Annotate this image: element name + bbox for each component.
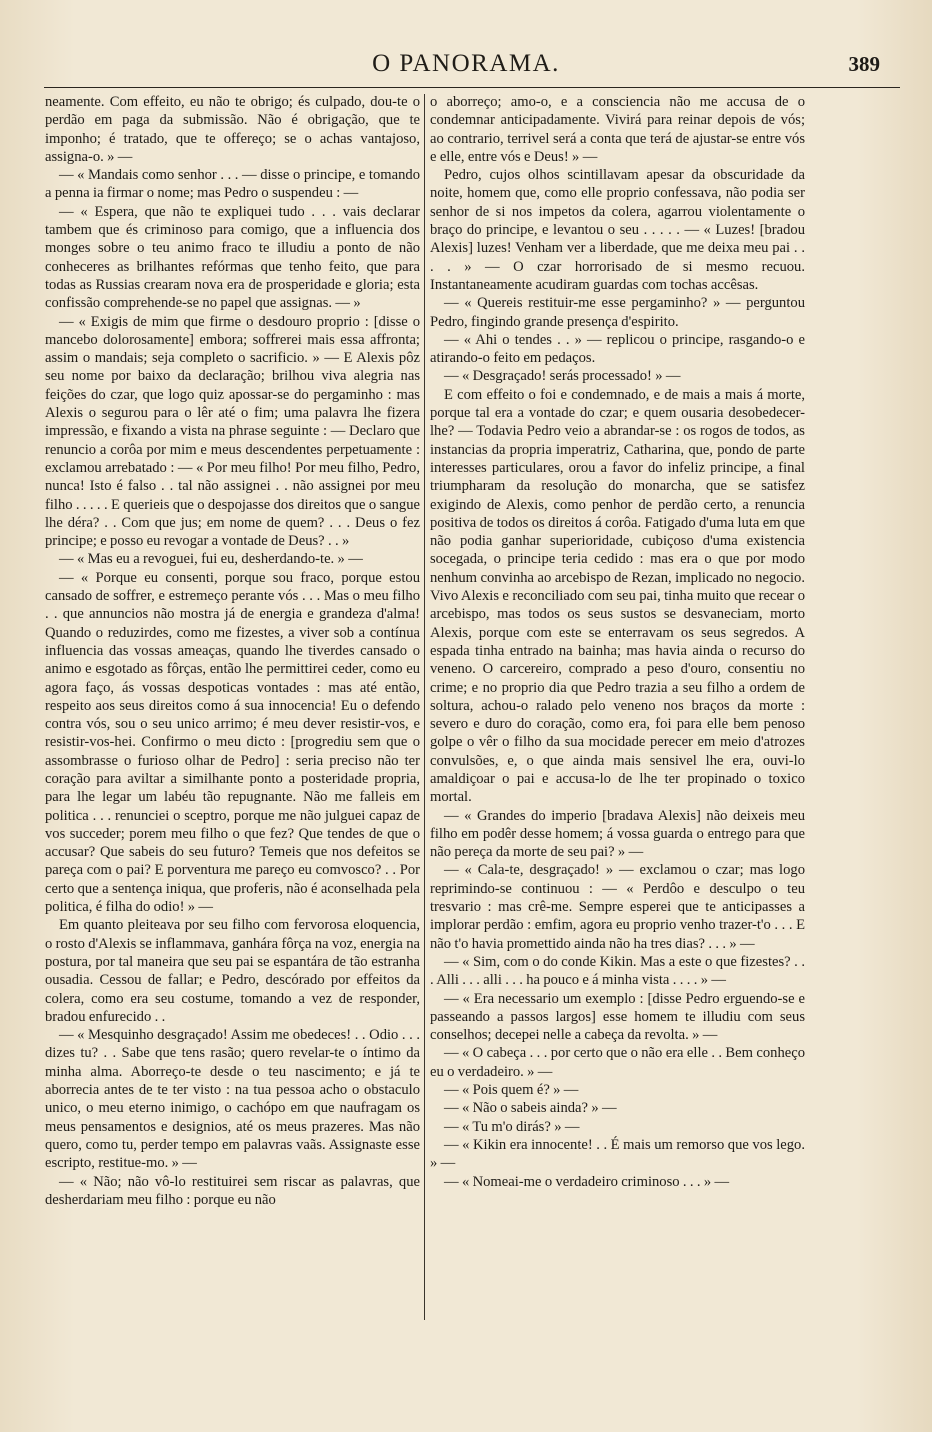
paragraph: — « Cala-te, desgraçado! » — exclamou o czar; mas logo reprimindo-se continuou : — « Perdôo e desculpo o teu tresvario : mas crê-me. Sempre esperei que te anticipasses a implorar perdão : emfim, agora eu proprio venho trazer-t'o . . . E não t'o havia promettido ainda não ha tres dias? . . . » — [430,862,805,952]
paragraph: — « Mas eu a revoguei, fui eu, desherdando-te. » — [59,551,363,568]
paragraph: Em quanto pleiteava por seu filho com fervorosa eloquencia, o rosto d'Alexis se inflammava, ganhára fôrça na voz, energia na postura, por tal maneira que seu pai se espantára de tão estranha ousadia. Cessou de fallar; e Pedro, descórado por effeitos da colera, como era seu costume, tomando a vez de responder, bradou enfurecido . . [45,917,420,1025]
page-title: O PANORAMA. [372,50,560,77]
paragraph: — « Não o sabeis ainda? » — [444,1100,617,1117]
paragraph: — « Espera, que não te expliquei tudo . . . vais declarar tambem que és criminoso para comigo, que a influencia dos monges sobre o teu animo fraco te illudiu a ponto de não conheceres as brilhantes refórmas que tenho feito, que para todas as Russias crearam nova era de prosperidade e gloria; esta confissão comprehende-se no papel que assignas. — » [45,203,420,312]
paragraph: — « Mandais como senhor . . . — disse o principe, e tomando a penna ia firmar o nome; mas Pedro o suspendeu : — [45,167,420,202]
paragraph: E com effeito o foi e condemnado, e de mais a mais á morte, porque tal era a vontade do czar; e quem ousaria desobedecer-lhe? — Todavia Pedro veio a abrandar-se : os rogos de todos, as instancias da propria imperatriz, Catharina, que, pondo de parte interesses particulares, orou a favor do infeliz principe, a final triumpharam da resolução do monarcha, que se satisfez exigindo de Alexis, como penhor de perdão certo, a renuncia positiva de todos os direitos á corôa. Fatigado d'uma luta em que não podia ganhar superioridade, cubiçoso d'uma existencia socegada, o principe teria cedido : mas era o que por modo nenhum convinha ao arcebispo de Rezan, implicado no negocio. Vivo Alexis e reconciliado com seu pai, tinha muito que recear o arcebispo, mas todos os seus sustos se desvaneciam, morto Alexis, porque com este se enterravam os seus segredos. A espada tinha entrado na bainha; mas havia ainda o recurso do veneno. O carcereiro, comprado a peso d'ouro, consentiu no crime; e no proprio dia que Pedro trazia a seu filho a ordem de soltura, achou-o ralado pelo veneno nos braços da morte : severo e duro do coração, como era, foi para elle bem penoso golpe o vêr o filho da sua mocidade perecer em meio d'atrozes convulsões, e, o que ainda mais sensivel lhe era, ouvi-lo amaldiçoar o pai e accusa-lo de lhe ter propinado o toxico mortal. [430,386,805,806]
paragraph: — « Porque eu consenti, porque sou fraco, porque estou cansado de soffrer, e estremeço perante vós . . . Mas o meu filho . . que annuncios não mostra já de energia e grandeza d'alma! Quando o reduzirdes, como me fizestes, a viver sob a contínua influencia das vossas ameaças, quando lhe tiverdes cansado o animo e esgotado as fôrças, então lhe permittirei ceder, como eu agora faço, ás vossas despoticas vontades : mas até então, respeito aos seus direitos como á sua innocencia! Eu o defendo contra vós, sou o seu unico arrimo; é meu dever resistir-vos, e resistir-vos-hei. Confirmo o meu dicto : [progrediu sem que o assombrasse o furioso olhar de Pedro] : seria preciso não ter coração para aviltar a similhante ponto a posteridade propria, para lhe legar um labéu tão repugnante. Não me falleis em politica . . . renunciei o sceptro, porque me não julguei capaz de vos succeder; porem meu filho o que fez? Que tendes de que o accusar? Que sabeis do seu futuro? Temeis que nos defeitos se pareça com o pai? E porventura me pareço eu comvosco? . . Por certo que a sentença iniqua, que proferis, não é aconselhada pela politica, é filha do odio! » — [45,569,420,916]
paragraph: — « Exigis de mim que firme o desdouro proprio : [disse o mancebo dolorosamente] embora; soffrerei mais essa affronta; assim o mandais; seja completo o sacrificio. » — E Alexis pôz seu nome por baixo da declaração; brilhou viva alegria nas feições do czar, que logo quiz apossar-se do pergaminho : mas Alexis o segurou para o lêr até o fim; uma palavra lhe fizera impressão, e fixando a vista na phrase seguinte : — Declaro que renuncio a corôa por mim e meus descendentes perpetuamente : exclamou arrebatado : — « Por meu filho! Por meu filho, Pedro, nunca! Isto é falso . . tal não assignei . . não assignei por meu filho . . . . . E querieis que o despojasse dos direitos que o sangue lhe déra? . . Com que jus; em nome de quem? . . . Deus o fez principe; e posso eu revogar a vontade de Deus? . . » [45,313,420,550]
paragraph: — « Tu m'o dirás? » — [444,1118,580,1135]
header-rule [44,87,900,88]
column-divider [424,94,425,1320]
paragraph: — « Era necessario um exemplo : [disse Pedro erguendo-se e passeando a passos largos] esse homem te illudiu com seus conselhos; decepei nelle a cabeça da revolta. » — [430,990,805,1044]
paragraph: — « Grandes do imperio [bradava Alexis] não deixeis meu filho em podêr desse homem; á vossa guarda o entrego para que não pereça da morte de seu pai? » — [430,807,805,861]
paragraph: — « Quereis restituir-me esse pergaminho? » — perguntou Pedro, fingindo grande presença d'espirito. [430,295,805,330]
paragraph: — « Desgraçado! serás processado! » — [444,368,681,385]
paragraph: — « Ahi o tendes . . » — replicou o principe, rasgando-o e atirando-o feito em pedaços. [430,331,805,367]
paragraph: — « Kikin era innocente! . . É mais um remorso que vos lego. » — [430,1136,805,1172]
paragraph: — « Não; não vô-lo restituirei sem riscar as palavras, que desherdariam meu filho : porque eu não [45,1173,420,1208]
paragraph: Pedro, cujos olhos scintillavam apesar da obscuridade da noite, homem que, como elle proprio confessava, não podia ser senhor de si nos impetos da colera, agarrou violentamente o braço do principe, e levantou o seu . . . . . — « Luzes! [bradou Alexis] luzes! Venham ver a liberdade, que me deixa meu pai . . . . » — O czar horrorisado de si mesmo recuou. Instantaneamente acudiram guardas com tochas accêsas. [430,167,805,293]
paragraph: — « Nomeai-me o verdadeiro criminoso . . . » — [444,1173,730,1190]
paragraph: — « Sim, com o do conde Kikin. Mas a este o que fizestes? . . . Alli . . . alli . . . ha pouco e á minha vista . . . . » — [430,953,805,989]
paragraph: — « O cabeça . . . por certo que o não era elle . . Bem conheço eu o verdadeiro. » — [430,1045,805,1080]
right-column [430,93,805,1191]
paragraph: o aborreço; amo-o, e a consciencia não me accusa de o condemnar anticipadamente. Vivirá para reinar depois de vós; ao contrario, terrivel será a conta que terá de ajustar-se entre vós e elle, entre vós e Deus! » — [430,94,805,165]
paragraph: — « Mesquinho desgraçado! Assim me obedeces! . . Odio . . . dizes tu? . . Sabe que tens rasão; quero revelar-te o íntimo da minha alma. Aborreço-te desde o teu nascimento; e já te aborrecia antes de te ter visto : na tua pessoa acho o obstaculo unico, o meu eterno inimigo, o cachópo em que naufragam os meus pensamentos e designios, até os meus prazeres. Mas não quero, como tu, perder tempo em palavras vaãs. Assignaste esse escripto, restitue-mo. » — [45,1027,420,1172]
paragraph: neamente. Com effeito, eu não te obrigo; és culpado, dou-te o perdão em paga da submissão. Não é obrigação, que te imponho; é tratado, que te offereço; se o achas vantajoso, assigna-o. » — [45,94,420,165]
left-column [45,93,420,1209]
paragraph: — « Pois quem é? » — [444,1082,579,1099]
page-number: 389 [848,52,880,76]
